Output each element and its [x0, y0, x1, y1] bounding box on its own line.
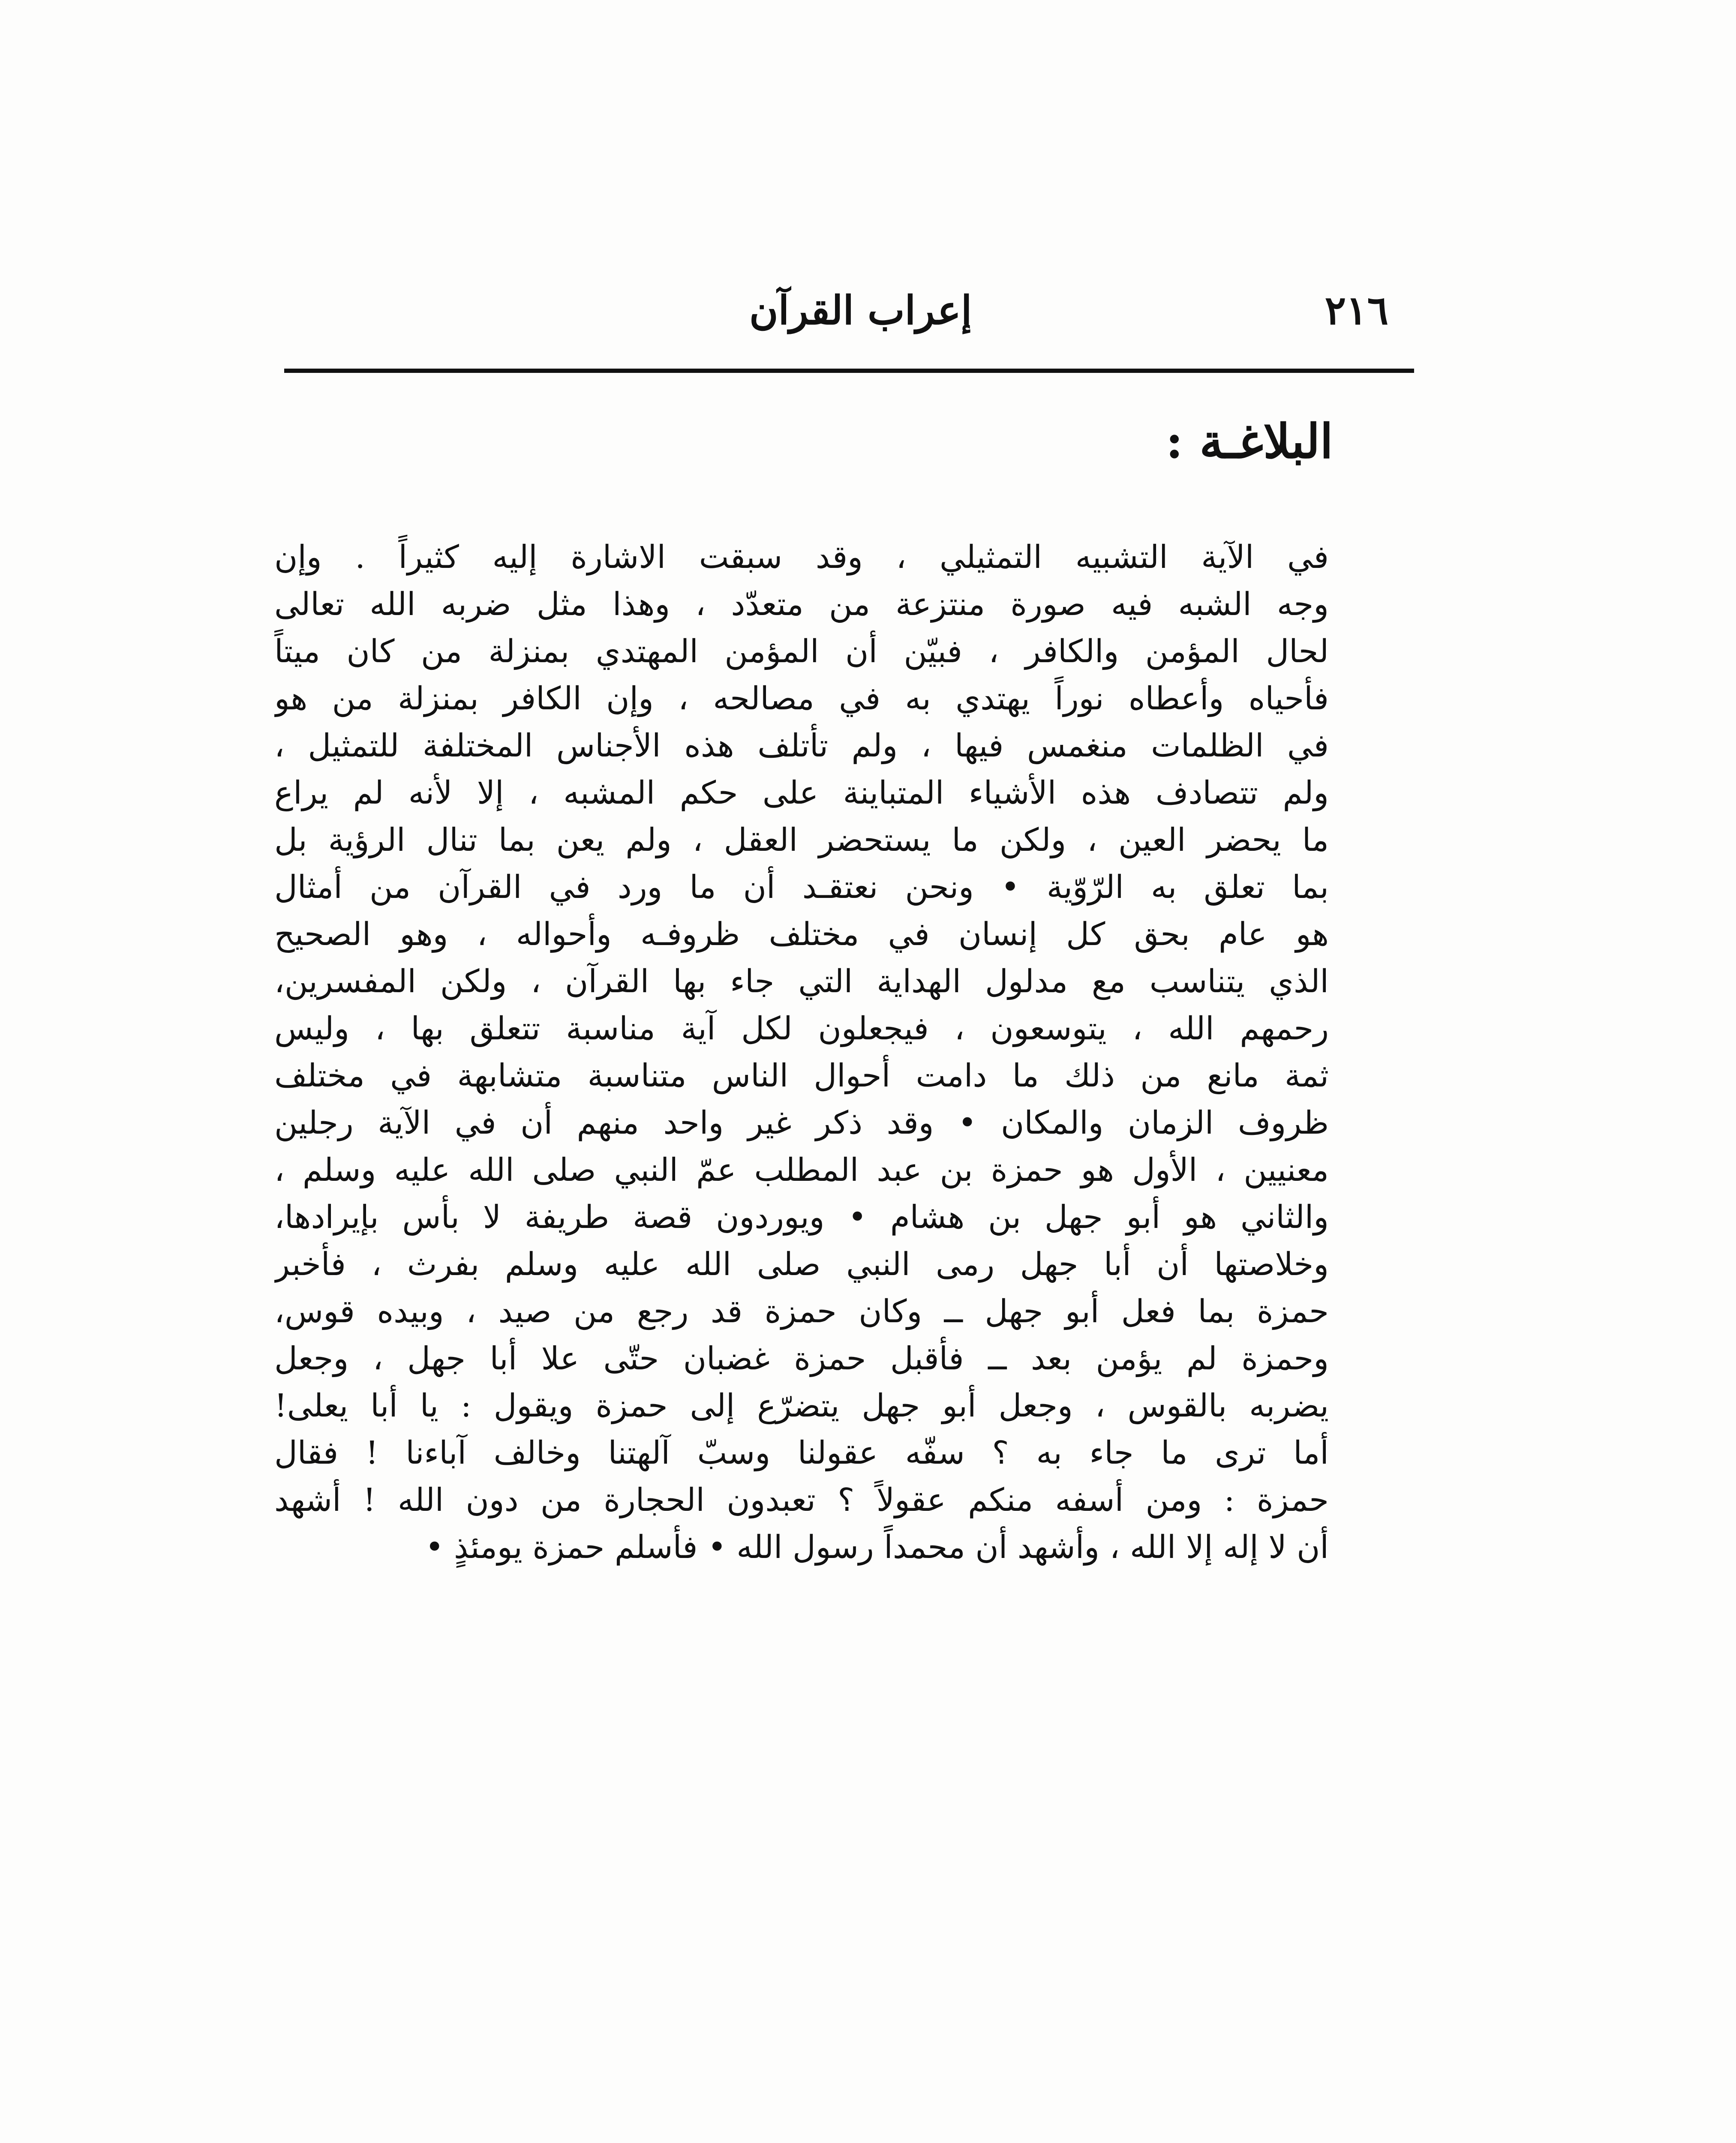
text-line: وجه الشبه فيه صورة منتزعة من متعدّد ، وهذا مثل ضربه الله تعالى: [274, 586, 1329, 623]
text-line: معنيين ، الأول هو حمزة بن عبد المطلب عمّ النبي صلى الله عليه وسلم ،: [274, 1152, 1329, 1189]
text-line: بما تعلق به الرّوّية • ونحن نعتقـد أن ما ورد في القرآن من أمثال: [274, 869, 1329, 906]
text-line: حمزة بما فعل أبو جهل ــ وكان حمزة قد رجع من صيد ، وبيده قوس،: [274, 1293, 1329, 1330]
body-text: [274, 534, 1329, 1571]
header-rule: [284, 369, 1414, 373]
text-line: والثاني هو أبو جهل بن هشام • ويوردون قصة طريفة لا بأس بإيرادها،: [274, 1199, 1329, 1236]
text-line: ظروف الزمان والمكان • وقد ذكر غير واحد منهم أن في الآية رجلين: [274, 1105, 1329, 1141]
text-line: الذي يتناسب مع مدلول الهداية التي جاء بها القرآن ، ولكن المفسرين،: [274, 963, 1329, 1000]
text-line: فأحياه وأعطاه نوراً يهتدي به في مصالحه ، وإن الكافر بمنزلة من هو: [274, 680, 1329, 717]
text-line: ما يحضر العين ، ولكن ما يستحضر العقل ، ولم يعن بما تنال الرؤية بل: [274, 822, 1329, 858]
text-line: ثمة مانع من ذلك ما دامت أحوال الناس متناسبة متشابهة في مختلف: [274, 1057, 1329, 1094]
text-line: أن لا إله إلا الله ، وأشهد أن محمداً رسول الله • فأسلم حمزة يومئذٍ •: [425, 1529, 1329, 1566]
text-line: رحمهم الله ، يتوسعون ، فيجعلون لكل آية مناسبة تتعلق بها ، وليس: [274, 1010, 1329, 1047]
section-heading: البلاغـة :: [1165, 414, 1333, 469]
text-line: هو عام بحق كل إنسان في مختلف ظروفـه وأحواله ، وهو الصحيح: [274, 916, 1329, 953]
text-line: في الظلمات منغمس فيها ، ولم تأتلف هذه الأجناس المختلفة للتمثيل ،: [274, 727, 1329, 764]
page-number: ٢١٦: [1325, 287, 1388, 333]
text-line: لحال المؤمن والكافر ، فبيّن أن المؤمن المهتدي بمنزلة من كان ميتاً: [274, 633, 1329, 670]
text-line: وحمزة لم يؤمن بعد ــ فأقبل حمزة غضبان حتّى علا أبا جهل ، وجعل: [274, 1340, 1329, 1377]
book-title: إعراب القرآن: [749, 287, 972, 333]
text-line: أما ترى ما جاء به ؟ سفّه عقولنا وسبّ آلهتنا وخالف آباءنا ! فقال: [274, 1435, 1329, 1471]
text-line: يضربه بالقوس ، وجعل أبو جهل يتضرّع إلى حمزة ويقول : يا أبا يعلى!: [274, 1387, 1329, 1424]
text-line: حمزة : ومن أسفه منكم عقولاً ؟ تعبدون الحجارة من دون الله ! أشهد: [274, 1482, 1329, 1519]
running-header: [284, 279, 1414, 364]
text-line: وخلاصتها أن أبا جهل رمى النبي صلى الله عليه وسلم بفرث ، فأخبر: [274, 1246, 1329, 1283]
text-line: في الآية التشبيه التمثيلي ، وقد سبقت الاشارة إليه كثيراً . وإن: [274, 539, 1329, 576]
text-line: ولم تتصادف هذه الأشياء المتباينة على حكم المشبه ، إلا لأنه لم يراع: [274, 774, 1329, 811]
